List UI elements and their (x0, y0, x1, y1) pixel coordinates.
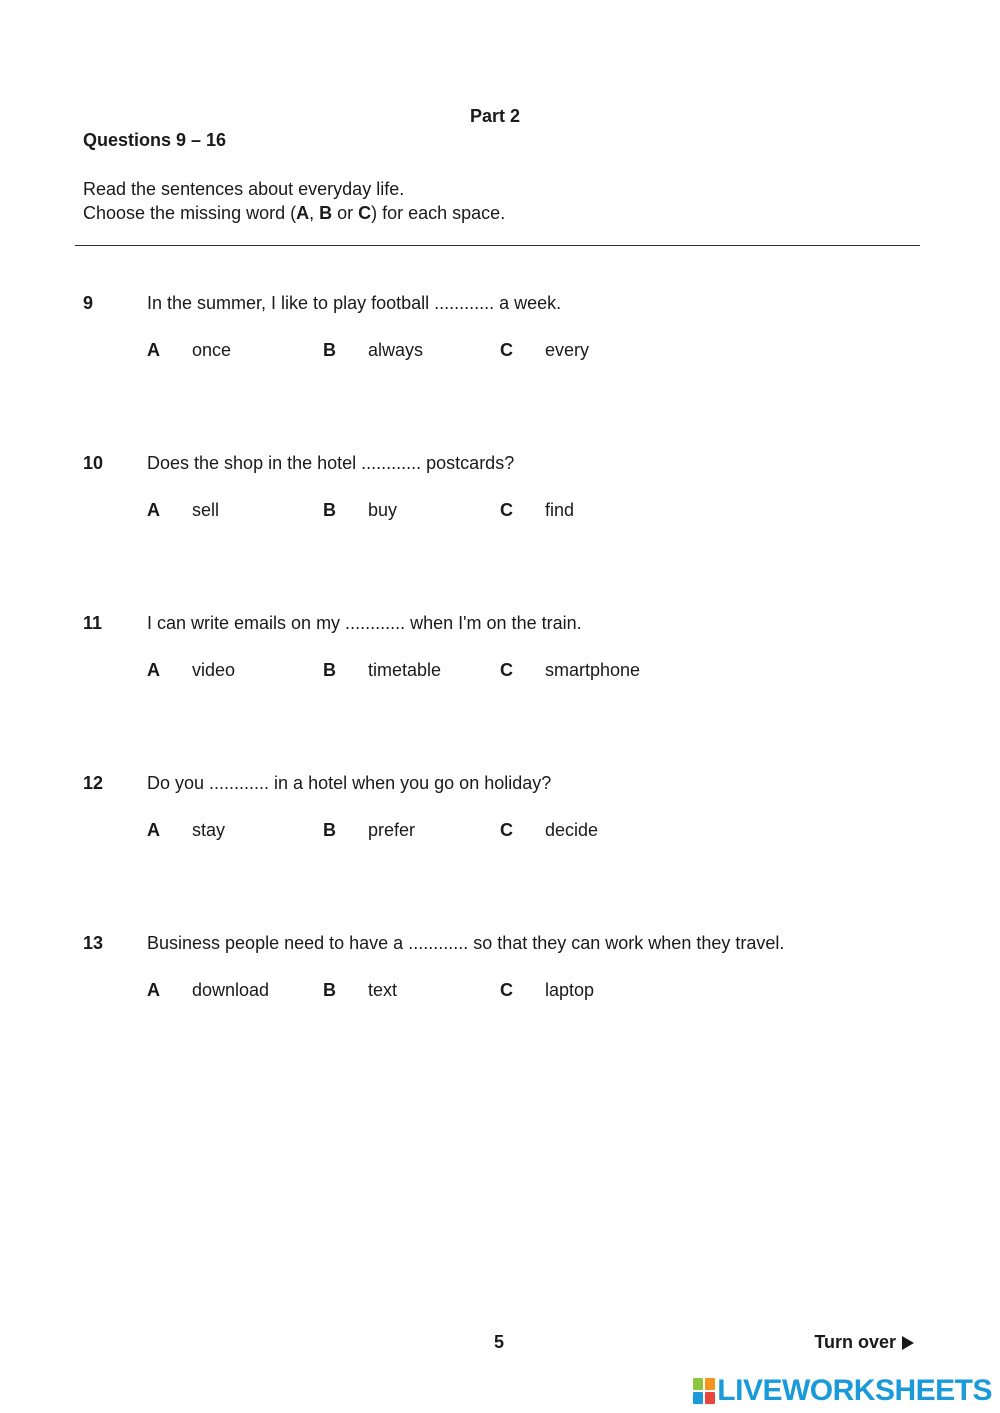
turn-over (814, 1332, 914, 1353)
instruction-sep-2: or (332, 203, 359, 223)
question-13 (0, 933, 1000, 1033)
option-a[interactable]: stay (192, 820, 226, 840)
option-letter-a: A (147, 820, 160, 840)
header-divider (75, 245, 920, 246)
part-title: Part 2 (469, 106, 521, 126)
option-letter-b: B (323, 500, 336, 520)
option-letter-c: C (500, 980, 513, 1000)
option-letter-c: C (500, 500, 513, 520)
instruction-pre: Choose the missing word ( (83, 203, 297, 223)
option-c[interactable]: every (545, 340, 590, 360)
option-b[interactable]: text (368, 980, 398, 1000)
option-letter-b: B (323, 660, 336, 680)
instruction-letter-b: B (319, 203, 333, 223)
option-letter-b: B (323, 340, 336, 360)
questions-range: Questions 9 – 16 (83, 130, 227, 150)
question-11 (0, 613, 1000, 713)
instruction-letter-c: C (358, 203, 372, 223)
instructions (83, 177, 505, 225)
instruction-post: ) for each space. (371, 203, 506, 223)
option-letter-b: B (323, 820, 336, 840)
option-letter-a: A (147, 660, 160, 680)
question-text: Does the shop in the hotel ............ postcards? (147, 453, 515, 473)
liveworksheets-watermark (693, 1374, 992, 1408)
option-b[interactable]: prefer (368, 820, 416, 840)
option-letter-c: C (500, 340, 513, 360)
question-text: Do you ............ in a hotel when you go on holiday? (147, 773, 552, 793)
option-letter-b: B (323, 980, 336, 1000)
question-number: 9 (83, 293, 94, 313)
option-a[interactable]: once (192, 340, 232, 360)
option-letter-c: C (500, 820, 513, 840)
option-b[interactable]: buy (368, 500, 398, 520)
question-text: I can write emails on my ............ when I'm on the train. (147, 613, 582, 633)
question-number: 10 (83, 453, 104, 473)
option-letter-a: A (147, 500, 160, 520)
question-text: In the summer, I like to play football ............ a week. (147, 293, 562, 313)
option-c[interactable]: laptop (545, 980, 595, 1000)
logo-square-orange (705, 1378, 715, 1390)
logo-square-green (693, 1378, 703, 1390)
option-b[interactable]: timetable (368, 660, 442, 680)
play-arrow-icon (902, 1336, 914, 1350)
question-number: 13 (83, 933, 104, 953)
option-c[interactable]: find (545, 500, 575, 520)
question-number: 11 (83, 613, 103, 633)
option-letter-a: A (147, 340, 160, 360)
option-a[interactable]: download (192, 980, 270, 1000)
instruction-line-1: Read the sentences about everyday life. (83, 179, 405, 199)
option-a[interactable]: video (192, 660, 236, 680)
option-letter-a: A (147, 980, 160, 1000)
option-b[interactable]: always (368, 340, 424, 360)
option-c[interactable]: smartphone (545, 660, 641, 680)
question-number: 12 (83, 773, 104, 793)
option-a[interactable]: sell (192, 500, 220, 520)
instruction-line-2 (83, 201, 505, 225)
logo-square-red (705, 1392, 715, 1404)
question-10 (0, 453, 1000, 553)
logo-square-blue (693, 1392, 703, 1404)
question-text: Business people need to have a ............ so that they can work when they travel. (147, 933, 785, 953)
option-letter-c: C (500, 660, 513, 680)
turn-over-label: Turn over (814, 1332, 896, 1352)
liveworksheets-text: LIVEWORKSHEETS (717, 1374, 992, 1407)
instruction-letter-a: A (296, 203, 310, 223)
question-9 (0, 293, 1000, 393)
question-12 (0, 773, 1000, 873)
option-c[interactable]: decide (545, 820, 599, 840)
page-number: 5 (494, 1332, 505, 1352)
instruction-sep-1: , (309, 203, 320, 223)
liveworksheets-logo-icon (693, 1378, 715, 1404)
